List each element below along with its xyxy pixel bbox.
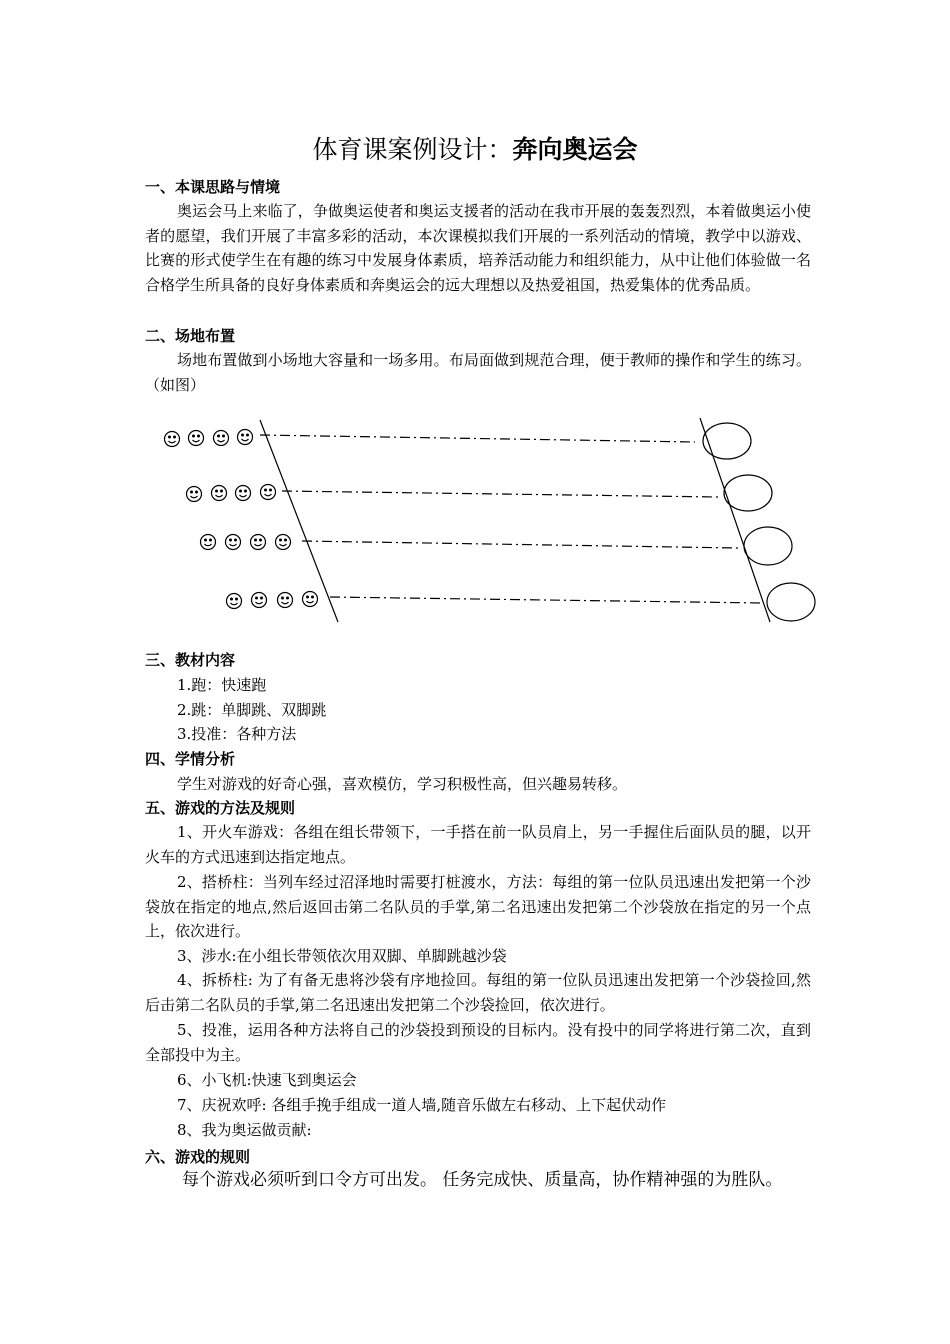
- smiley-face-icon: [252, 593, 267, 608]
- smiley-face-icon: [187, 487, 202, 502]
- lane-line: [260, 435, 695, 442]
- section-heading-1: 一、本课思路与情境: [145, 178, 281, 196]
- rule-item: 6、小飞机:快速飞到奥运会: [177, 1071, 357, 1089]
- smiley-face-icon: [238, 430, 253, 445]
- section-heading-6: 六、游戏的规则: [145, 1148, 251, 1166]
- target-circle: [724, 475, 772, 511]
- rule-item: 4、拆桥柱: 为了有备无患将沙袋有序地捡回。每组的第一位队员迅速出发把第一个沙袋捡回,然后击第二名队员的手掌,第二名迅速出发把第二个沙袋捡回，依次进行。: [145, 971, 811, 1014]
- smiley-face-icon: [201, 535, 216, 550]
- section-heading-5: 五、游戏的方法及规则: [145, 799, 296, 817]
- finish-line: [700, 418, 770, 622]
- content-item: 2.跳：单脚跳、双脚跳: [177, 701, 327, 719]
- section-6-paragraph: 每个游戏必须听到口令方可出发。 任务完成快、质量高，协作精神强的为胜队。: [182, 1170, 783, 1190]
- rule-item: 5、投准，运用各种方法将自己的沙袋投到预设的目标内。没有投中的同学将进行第二次，直到全部投中为主。: [145, 1021, 811, 1064]
- field-layout-diagram: [150, 410, 830, 635]
- lane-line: [302, 541, 738, 548]
- start-line: [260, 420, 338, 622]
- smiley-face-icon: [214, 431, 229, 446]
- smiley-face-icon: [276, 535, 291, 550]
- smiley-face-icon: [165, 432, 180, 447]
- smiley-face-icon: [227, 594, 242, 609]
- lane-line: [330, 597, 762, 603]
- title-prefix: 体育课案例设计：: [312, 135, 513, 164]
- smiley-face-icon: [278, 593, 293, 608]
- target-circle: [744, 527, 792, 565]
- rule-item: 8、我为奥运做贡献:: [177, 1121, 312, 1139]
- section-1-paragraph: 奥运会马上来临了，争做奥运使者和奥运支援者的活动在我市开展的轰轰烈烈，本着做奥运小使者的愿望，我们开展了丰富多彩的活动，本次课模拟我们开展的一系列活动的情境，教学中以游戏、比赛的形式使学生在有趣的练习中发展身体素质，培养活动能力和组织能力，从中让他们体验做一名合格学生所具备的良好身体素质和奔奥运会的远大理想以及热爱祖国，热爱集体的优秀品质。: [145, 202, 811, 294]
- smiley-face-icon: [261, 485, 276, 500]
- smiley-face-icon: [226, 535, 241, 550]
- rule-item: 2、搭桥柱：当列车经过沼泽地时需要打桩渡水，方法：每组的第一位队员迅速出发把第一个沙袋放在指定的地点,然后返回击第二名队员的手掌,第二名迅速出发把第二个沙袋放在指定的另一个点上，依次进行。: [145, 873, 811, 941]
- target-circle: [767, 583, 815, 621]
- section-heading-2: 二、场地布置: [145, 327, 236, 345]
- section-heading-4: 四、学情分析: [145, 750, 236, 768]
- target-circle: [703, 423, 751, 459]
- smiley-face-icon: [303, 592, 318, 607]
- smiley-face-icon: [251, 535, 266, 550]
- rule-item: 7、庆祝欢呼: 各组手挽手组成一道人墙,随音乐做左右移动、上下起伏动作: [177, 1096, 667, 1114]
- smiley-face-icon: [212, 486, 227, 501]
- smiley-face-icon: [236, 486, 251, 501]
- lane-lines: [260, 435, 762, 603]
- content-item: 1.跑：快速跑: [177, 676, 267, 694]
- rule-item: 1、开火车游戏：各组在组长带领下，一手搭在前一队员肩上，另一手握住后面队员的腿，以开火车的方式迅速到达指定地点。: [145, 823, 811, 866]
- section-heading-3: 三、教材内容: [145, 651, 236, 669]
- content-item: 3.投准：各种方法: [177, 725, 297, 743]
- title-emphasis: 奔向奥运会: [512, 135, 638, 164]
- section-2-paragraph: 场地布置做到小场地大容量和一场多用。布局面做到规范合理，便于教师的操作和学生的练习。（如图）: [145, 351, 811, 394]
- lane-line: [282, 491, 718, 497]
- smiley-face-icon: [189, 431, 204, 446]
- document-title: [0, 134, 950, 166]
- rule-item: 3、涉水:在小组长带领依次用双脚、单脚跳越沙袋: [177, 947, 507, 965]
- section-4-paragraph: 学生对游戏的好奇心强，喜欢模仿，学习积极性高，但兴趣易转移。: [177, 775, 628, 793]
